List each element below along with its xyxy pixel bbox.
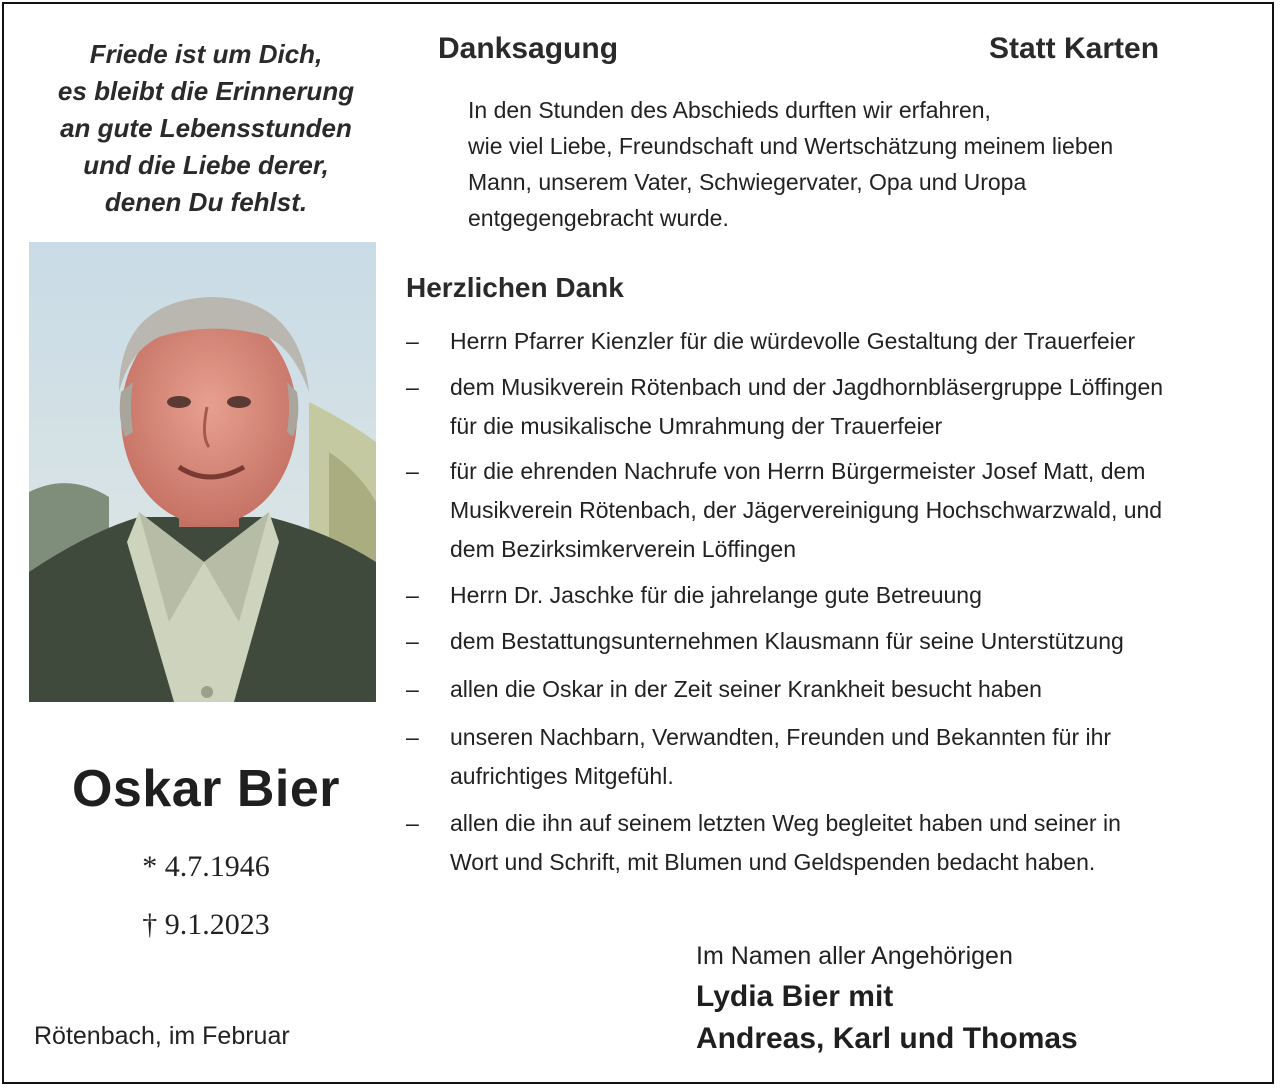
portrait-photo: [29, 242, 376, 702]
deceased-name: Oskar Bier: [71, 760, 341, 818]
dash-bullet: –: [406, 374, 419, 400]
obituary-card: [2, 2, 1274, 1084]
dash-bullet: –: [406, 582, 419, 608]
motto-line: denen Du fehlst.: [104, 187, 308, 217]
dash-bullet: –: [406, 458, 419, 484]
signature-intro: Im Namen aller Angehörigen: [696, 942, 1013, 970]
motto-line: an gute Lebensstunden: [60, 113, 352, 143]
signature-line-1: Lydia Bier mit: [696, 980, 894, 1013]
list-item-line: dem Bestattungsunternehmen Klausmann für seine Unterstützung: [450, 628, 1124, 654]
birth-date: * 4.7.1946: [142, 850, 270, 883]
place-and-date: Rötenbach, im Februar: [34, 1022, 290, 1050]
page-title: Danksagung: [438, 32, 619, 65]
dash-bullet: –: [406, 810, 419, 836]
intro-line: entgegengebracht wurde.: [468, 205, 729, 231]
intro-line: In den Stunden des Abschieds durften wir erfahren,: [468, 97, 991, 123]
motto-line: es bleibt die Erinnerung: [57, 76, 355, 106]
thanks-heading: Herzlichen Dank: [406, 272, 624, 303]
list-item-line: allen die ihn auf seinem letzten Weg begleitet haben und seiner in: [450, 810, 1121, 836]
list-item-line: aufrichtiges Mitgefühl.: [450, 763, 674, 789]
motto-verse: [26, 36, 386, 221]
list-item-line: allen die Oskar in der Zeit seiner Krankheit besucht haben: [450, 676, 1042, 702]
list-item-line: Herrn Pfarrer Kienzler für die würdevolle Gestaltung der Trauerfeier: [450, 328, 1136, 354]
intro-line: wie viel Liebe, Freundschaft und Wertschätzung meinem lieben: [468, 133, 1114, 159]
dash-bullet: –: [406, 628, 419, 654]
list-item-line: Musikverein Rötenbach, der Jägervereinigung Hochschwarzwald, und: [450, 497, 1163, 523]
list-item-line: für die musikalische Umrahmung der Trauerfeier: [450, 413, 943, 439]
dash-bullet: –: [406, 724, 419, 750]
intro-line: Mann, unserem Vater, Schwiegervater, Opa und Uropa: [468, 169, 1027, 195]
motto-line: Friede ist um Dich,: [89, 39, 323, 69]
intro-paragraph: [468, 92, 1248, 236]
motto-line: und die Liebe derer,: [83, 150, 329, 180]
list-item-line: unseren Nachbarn, Verwandten, Freunden und Bekannten für ihr: [450, 724, 1112, 750]
death-date: † 9.1.2023: [142, 908, 270, 941]
portrait-image: [29, 242, 376, 702]
signature-line-2: Andreas, Karl und Thomas: [696, 1022, 1078, 1055]
list-item-line: Wort und Schrift, mit Blumen und Geldspenden bedacht haben.: [450, 849, 1096, 875]
list-item-line: dem Musikverein Rötenbach und der Jagdhornbläsergruppe Löffingen: [450, 374, 1164, 400]
subtitle-statt-karten: Statt Karten: [989, 32, 1160, 65]
dash-bullet: –: [406, 328, 419, 354]
list-item-line: dem Bezirksimkerverein Löffingen: [450, 536, 797, 562]
list-item-line: Herrn Dr. Jaschke für die jahrelange gute Betreuung: [450, 582, 982, 608]
list-item-line: für die ehrenden Nachrufe von Herrn Bürgermeister Josef Matt, dem: [450, 458, 1146, 484]
dash-bullet: –: [406, 676, 419, 702]
